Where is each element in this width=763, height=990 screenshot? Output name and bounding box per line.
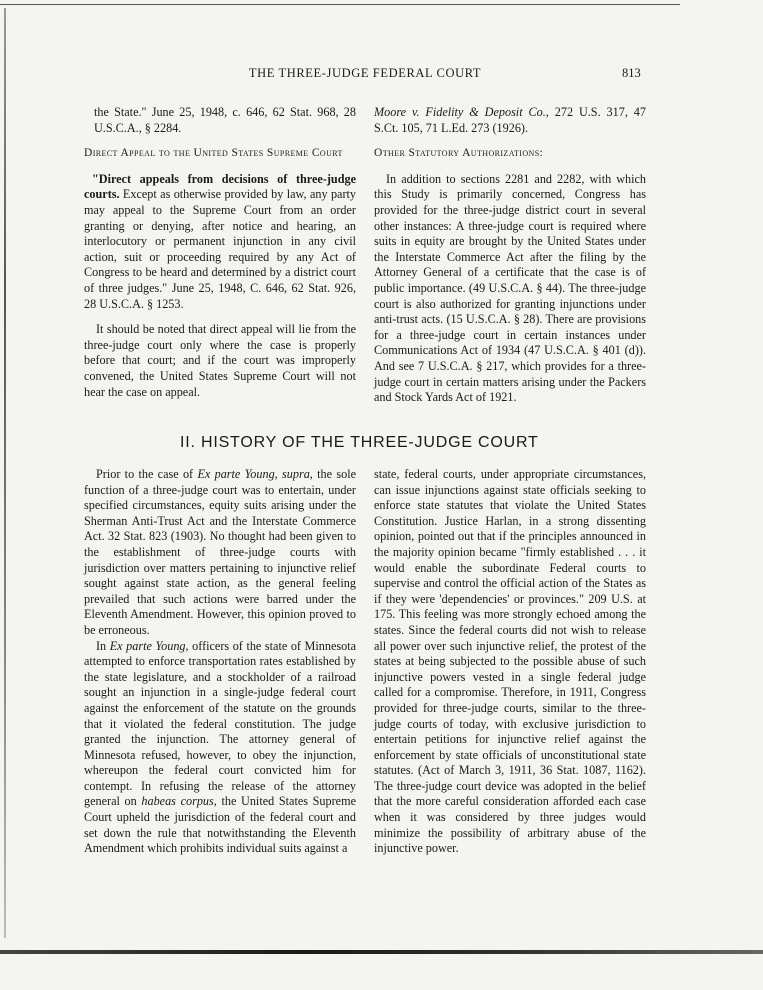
section-heading: II. HISTORY OF THE THREE-JUDGE COURT [180, 434, 539, 451]
quote-body: Except as otherwise provided by law, any party may appeal to the Supreme Court from an order granting or denying, after notice and hearing, an interlocutory or permanent injunction in any civil action, suit or proceeding required by any Act of Congress to be heard and determined by a district court of three judges." June 25, 1948, C. 646, 62 Stat. 926, 28 U.S.C.A. § 1253. [84, 187, 356, 311]
p1-text-b: the sole function of a three-judge court was to entertain, under specified circumstances, equity suits arising under the Sherman Anti-Trust Act and the Interstate Commerce Act. 32 Stat. 823 (1903). No thought had been given to the establishment of three-judge courts with jurisdiction over matters pertaining to injunctive relief sought against state action, as the general feeling prevailed that such actions were barred under the Eleventh Amendment. However, this opinion proved to be erroneous. [84, 467, 357, 637]
case-name: Moore v. Fidelity & Deposit Co. [374, 105, 546, 119]
right-column-top [374, 105, 646, 406]
subheading-direct-appeal: Direct Appeal to the United States Supreme Court [84, 147, 343, 160]
direct-appeal-paragraph: It should be noted that direct appeal will lie from the three-judge court only where the case is properly before that court; and if the court was improperly convened, the United States Supreme Court will not hear the case on appeal. [84, 322, 356, 399]
subheading-other-authorizations: Other Statutory Authorizations: [374, 147, 544, 160]
page-bottom-edge [0, 950, 763, 954]
case-cite: , 272 U.S. 317, 47 S.Ct. 105, 71 L.Ed. 273 (1926). [374, 105, 646, 135]
left-column-bottom [84, 467, 356, 857]
running-header-title: THE THREE-JUDGE FEDERAL COURT [248, 66, 482, 80]
p2-text-c: the United States Supreme Court upheld the jurisdiction of the federal court and set down the rule that notwithstanding the Eleventh Amendment which prohibits individual suits against a [84, 794, 356, 856]
p2-case-name: Ex parte Young, [109, 638, 189, 653]
page-top-edge [0, 4, 680, 5]
history-paragraph-2 [84, 639, 356, 857]
right-column-bottom [374, 467, 646, 857]
p1-case-name: Ex parte Young, supra, [197, 467, 313, 481]
case-citation [374, 105, 646, 136]
statute-quote [84, 172, 356, 312]
p1-text-a: Prior to the case of [96, 467, 198, 481]
other-authorizations-paragraph: In addition to sections 2281 and 2282, with which this Study is primarily concerned, Congress has provided for the three-judge district court in several other instances: A three-judge court is required where suits in equity are brought by the United States under the Interstate Commerce Act after the filing by the Attorney General of a certificate that the case is of public importance. (49 U.S.C.A. § 44). The three-judge court is also authorized for granting injunctions under anti-trust acts. (15 U.S.C.A. § 28). There are provisions for a three-judge court in certain instances under Communications Act of 1934 (47 U.S.C.A. § 401 (d)). And see 7 U.S.C.A. § 217, which provides for a three-judge court in certain matters arising under the Packers and Stock Yards Act of 1921. [374, 171, 646, 405]
page-left-edge [4, 8, 6, 938]
quote-lead: "Direct appeals from decisions of three-judge courts. [84, 171, 356, 202]
citation-continuation: the State." June 25, 1948, c. 646, 62 Stat. 968, 28 U.S.C.A., § 2284. [94, 105, 356, 135]
p2-text-a: In [96, 638, 110, 653]
left-column-top [84, 105, 356, 400]
page-number: 813 [622, 66, 641, 80]
p2-habeas-corpus: habeas corpus, [141, 794, 217, 809]
history-paragraph-1 [84, 467, 356, 639]
history-paragraph-3: state, federal courts, under appropriate circumstances, can issue injunctions against state officials seeking to enforce state statutes that violate the United States Constitution. Justice Harlan, in a strong dissenting opinion, pointed out that if the principles announced in the majority opinion became "firmly established . . . it would enable the subordinate Federal courts to supervise and control the official action of the States as if they were 'dependencies' or provinces." 209 U.S. at 175. This feeling was more strongly echoed among the states. Since the federal courts did not wish to release all power over such injunctive relief, the protest of the states at being subjected to the possible abuse of such injunctive powers vested in a single federal judge called for a compromise. Therefore, in 1911, Congress provided for three-judge courts, similar to the three-judge courts of today, with exclusive jurisdiction to entertain petitions for injunctive relief against the enforcement by state officials of unconstitutional state statutes. (Act of March 3, 1911, 36 Stat. 1087, 1162). The three-judge court device was adopted in the belief that the more careful consideration afforded each case when it was considered by three judges would minimize the possibility of arbitrary abuse of the injunctive power. [374, 467, 646, 856]
p2-text-b: officers of the state of Minnesota attempted to enforce transportation rates established by the state legislature, and a stockholder of a railroad sought an injunction in a single-judge federal court against the enforcement of the statute on the grounds that it violated the federal constitution. The judge granted the injunction. The attorney general of Minnesota refused, however, to obey the injunction, whereupon the federal court convicted him for contempt. In refusing the release of the attorney general on [84, 638, 356, 809]
